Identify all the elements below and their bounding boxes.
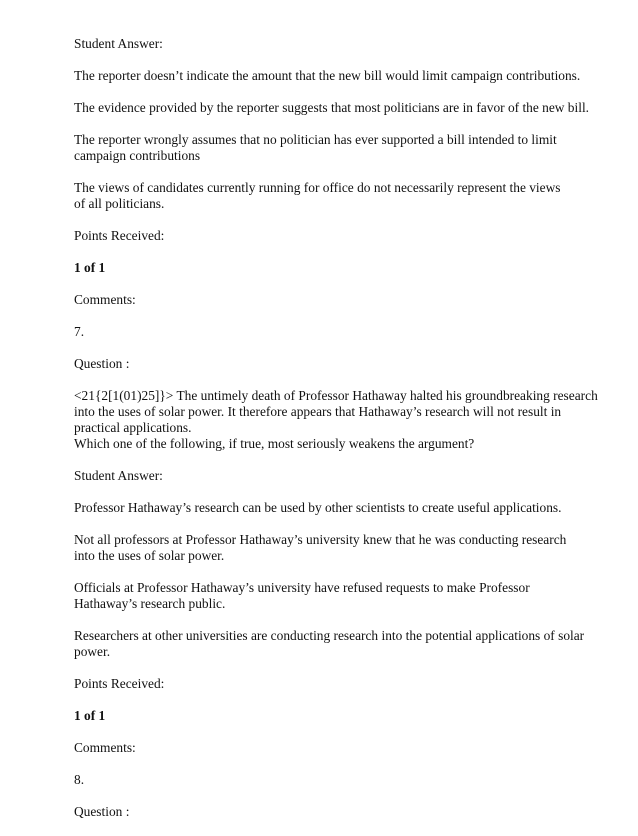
answer-option-2: Not all professors at Professor Hathaway’s university knew that he was conducting research into the uses of solar power.: [74, 532, 567, 563]
answer-option-1: Professor Hathaway’s research can be used by other scientists to create useful applications.: [74, 500, 562, 515]
answer-option-4: Researchers at other universities are conducting research into the potential applications of solar power.: [74, 628, 585, 659]
points-received-value: 1 of 1: [74, 260, 106, 275]
document-page: [74, 36, 602, 836]
answer-option-3: Officials at Professor Hathaway’s university have refused requests to make Professor Hathaway’s research public.: [74, 580, 530, 611]
question-stem-prompt: Which one of the following, if true, most seriously weakens the argument?: [74, 436, 475, 451]
comments-label: Comments:: [74, 292, 136, 307]
answer-option-3: The reporter wrongly assumes that no politician has ever supported a bill intended to limit campaign contributions: [74, 132, 557, 163]
student-answer-label: Student Answer:: [74, 468, 163, 483]
comments-label: Comments:: [74, 740, 136, 755]
question-number: 7.: [74, 324, 85, 339]
question-stem-text: <21{2[1(01)25]}> The untimely death of Professor Hathaway halted his groundbreaking research into the uses of solar power. It therefore appears that Hathaway’s research will not result in practical applications.: [74, 388, 598, 435]
answer-option-4: The views of candidates currently running for office do not necessarily represent the views of all politicians.: [74, 180, 561, 211]
question-label: Question :: [74, 804, 130, 819]
points-received-value: 1 of 1: [74, 708, 106, 723]
points-received-label: Points Received:: [74, 676, 165, 691]
question-stem: [74, 388, 602, 452]
question-label: Question :: [74, 356, 130, 371]
answer-option-1: The reporter doesn’t indicate the amount that the new bill would limit campaign contributions.: [74, 68, 581, 83]
question-number: 8.: [74, 772, 85, 787]
student-answer-label: Student Answer:: [74, 36, 163, 51]
answer-option-2: The evidence provided by the reporter suggests that most politicians are in favor of the new bill.: [74, 100, 590, 115]
points-received-label: Points Received:: [74, 228, 165, 243]
